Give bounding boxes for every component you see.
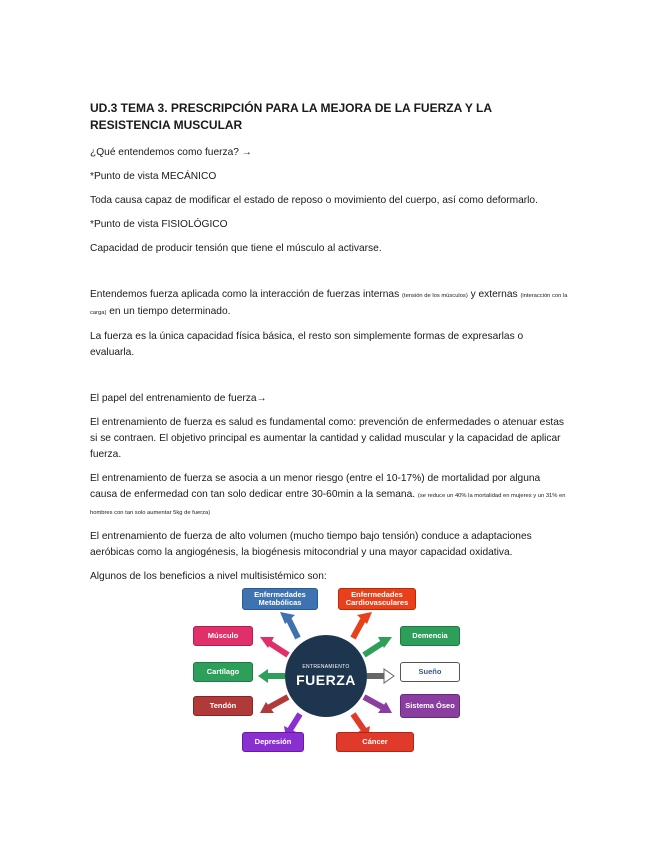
document-page xyxy=(90,100,570,593)
volume-paragraph: El entrenamiento de fuerza de alto volumen (mucho tiempo bajo tensión) conduce a adaptaciones aeróbicas como la angiogénesis, la biogénesis mitocondrial y una mayor capacidad oxidativa. xyxy=(90,531,532,558)
mechanical-definition: Toda causa capaz de modificar el estado de reposo o movimiento del cuerpo, así como deformarlo. xyxy=(90,195,538,206)
box-cartilago: Cartílago xyxy=(193,662,253,682)
arrow-depresion xyxy=(290,714,300,730)
box-oseo: Sistema Óseo xyxy=(400,694,460,718)
applied-force-note-1: (tensión de los músculos) xyxy=(402,293,468,299)
box-tendon: Tendón xyxy=(193,696,253,716)
basic-capacity-paragraph: La fuerza es la única capacidad física básica, el resto son simplemente formas de expresarlas o evaluarla. xyxy=(90,331,524,358)
box-sueno: Sueño xyxy=(400,662,460,682)
arrow-cancer xyxy=(353,714,364,730)
center-title: FUERZA xyxy=(296,672,356,688)
mortality-note: (se reduce un 40% la mortalidad en mujeres y un 31% en hombres con tan solo aumentar 5kg de fuerza) xyxy=(90,493,566,516)
applied-force-text-1: Entendemos fuerza aplicada como la interacción de fuerzas internas xyxy=(90,289,403,300)
arrow-metabolicas xyxy=(288,618,298,638)
box-cardio: Enfermedades Cardiovasculares xyxy=(338,588,416,610)
benefits-diagram xyxy=(188,582,468,757)
box-cancer: Cáncer xyxy=(336,732,414,752)
box-metabolicas: Enfermedades Metabólicas xyxy=(242,588,318,610)
role-heading: El papel del entrenamiento de fuerza→ xyxy=(90,393,267,404)
mortality-paragraph xyxy=(90,471,570,521)
arrow-cardio xyxy=(353,618,364,638)
arrow-tendon xyxy=(268,697,288,708)
box-musculo: Músculo xyxy=(193,626,253,646)
box-depresion: Depresión xyxy=(242,732,304,752)
applied-force-paragraph xyxy=(90,287,570,321)
mechanical-heading: *Punto de vista MECÁNICO xyxy=(90,171,217,182)
applied-force-text-3: en un tiempo determinado. xyxy=(106,306,231,317)
applied-force-note-2: (interacción con la carga) xyxy=(90,293,568,316)
arrow-demencia xyxy=(364,642,384,655)
center-subtitle: ENTRENAMIENTO xyxy=(302,664,350,670)
benefits-intro: Algunos de los beneficios a nivel multisistémico son: xyxy=(90,571,327,582)
box-demencia: Demencia xyxy=(400,626,460,646)
arrow-oseo xyxy=(364,697,384,708)
center-circle xyxy=(285,635,367,717)
question-paragraph: ¿Qué entendemos como fuerza? → xyxy=(90,147,252,158)
physiological-definition: Capacidad de producir tensión que tiene el músculo al activarse. xyxy=(90,243,382,254)
physiological-heading: *Punto de vista FISIOLÓGICO xyxy=(90,219,228,230)
page-title: UD.3 TEMA 3. PRESCRIPCIÓN PARA LA MEJORA DE LA FUERZA Y LA RESISTENCIA MUSCULAR xyxy=(90,101,492,132)
mortality-text: El entrenamiento de fuerza se asocia a un menor riesgo (entre el 10-17%) de mortalidad por alguna causa de enfermedad con tan solo dedicar entre 30-60min a la semana. xyxy=(90,473,541,500)
applied-force-text-2: y externas xyxy=(467,289,521,300)
arrow-musculo xyxy=(268,642,288,655)
health-paragraph: El entrenamiento de fuerza es salud es fundamental como: prevención de enfermedades o atenuar estas si se contraen. El objetivo principal es aumentar la cantidad y calidad muscular y la capacidad de aplicar fuerza. xyxy=(90,417,565,460)
